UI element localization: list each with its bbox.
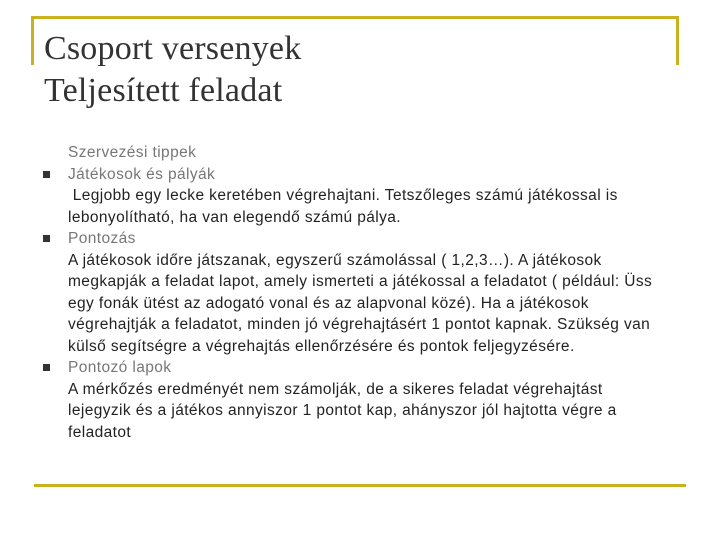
title-line-1: Csoport versenyek bbox=[44, 30, 302, 67]
bullet-heading-score-sheets bbox=[68, 357, 688, 379]
subtitle: Szervezési tippek bbox=[68, 144, 197, 161]
square-bullet-icon bbox=[43, 171, 50, 178]
title-line-2: Teljesített feladat bbox=[44, 72, 283, 109]
bullet-heading-label: Pontozó lapok bbox=[68, 359, 172, 376]
paragraph-line: Legjobb egy lecke keretében végrehajtani. Tetszőleges számú játékossal is bbox=[68, 187, 618, 204]
paragraph-line: végrehajtják a feladatot, minden jó végrehajtásért 1 pontot kapnak. Szükség van bbox=[68, 316, 651, 333]
square-bullet-icon bbox=[43, 364, 50, 371]
frame-left-line bbox=[31, 16, 34, 65]
frame-right-line bbox=[676, 16, 679, 65]
paragraph-line: megkapják a feladat lapot, amely ismerteti a játékossal a feladatot ( például: Üss bbox=[68, 273, 653, 290]
paragraph-line: feladatot bbox=[68, 423, 132, 441]
bullet-heading-label: Pontozás bbox=[68, 230, 136, 247]
frame-top-line bbox=[34, 16, 678, 19]
paragraph-line: A mérkőzés eredményét nem számolják, de a sikeres feladat végrehajtást bbox=[68, 380, 603, 398]
paragraph-line: lejegyzik és a játékos annyiszor 1 pontot kap, ahányszor jól hajtotta végre a bbox=[68, 402, 617, 419]
paragraph-line: egy fonák ütést az adogató vonal és az alapvonal közé). Ha a játékosok bbox=[68, 294, 589, 312]
paragraph-line: külső segítségre a végrehajtás ellenőrzésére és pontok feljegyzésére. bbox=[68, 337, 575, 355]
slide-title bbox=[44, 28, 301, 112]
paragraph-line: lebonyolítható, ha van elegendő számú pálya. bbox=[68, 208, 401, 226]
slide-body bbox=[68, 142, 688, 443]
bullet-heading-label: Játékosok és pályák bbox=[68, 165, 216, 183]
frame-bottom-line bbox=[34, 484, 686, 487]
paragraph-line: A játékosok időre játszanak, egyszerű számolással ( 1,2,3…). A játékosok bbox=[68, 251, 602, 269]
square-bullet-icon bbox=[43, 235, 50, 242]
bullet-heading-players bbox=[68, 164, 688, 186]
bullet-heading-scoring bbox=[68, 228, 688, 250]
